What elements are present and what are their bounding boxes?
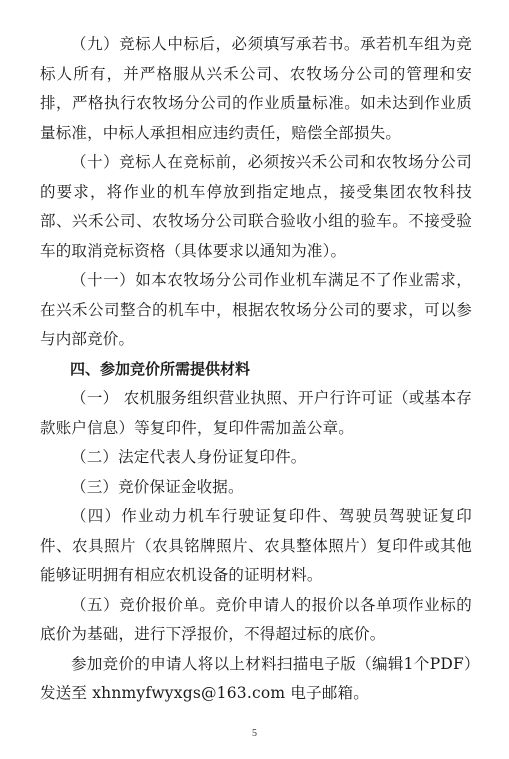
material-3-paragraph: （三）竞价保证金收据。 — [71, 477, 244, 496]
clause-9-paragraph: （九）竞标人中标后，必须填写承若书。承若机车组为竞标人所有，并严格服从兴禾公司、农牧场分公司的管理和安排，严格执行农牧场分公司的作业质量标准。如未达到作业质量标准，中标人承担相应违约责任，赔偿全部损失。 — [40, 35, 472, 142]
section-heading: 四、参加竞价所需提供材料 — [70, 359, 251, 378]
clause-10-paragraph: （十）竞标人在竞标前，必须按兴禾公司和农牧场分公司的要求，将作业的机车停放到指定地点，接受集团农牧科技部、兴禾公司、农牧场分公司联合验收小组的验车。不接受验车的取消竞标资格（具体要求以通知为准）。 — [40, 153, 472, 260]
material-4-paragraph: （四）作业动力机车行驶证复印件、驾驶员驾驶证复印件、农具照片（农具铭牌照片、农具整体照片）复印件或其他能够证明拥有相应农机设备的证明材料。 — [40, 507, 472, 584]
material-5-paragraph: （五）竞价报价单。竞价申请人的报价以各单项作业标的底价为基础，进行下浮报价，不得超过标的底价。 — [40, 595, 472, 643]
document-page — [40, 30, 472, 709]
page-number: 5 — [252, 728, 257, 739]
material-1-paragraph: （一） 农机服务组织营业执照、开户行许可证（或基本存款账户信息）等复印件，复印件需加盖公章。 — [40, 389, 472, 437]
submission-instructions-paragraph: 参加竞价的申请人将以上材料扫描电子版（编辑1个PDF）发送至 xhnmyfwyxgs@163.com 电子邮箱。 — [40, 654, 472, 702]
material-2-paragraph: （二）法定代表人身份证复印件。 — [71, 448, 307, 466]
clause-11-paragraph: （十一）如本农牧场分公司作业机车满足不了作业需求，在兴禾公司整合的机车中，根据农牧场分公司的要求，可以参与内部竞价。 — [40, 271, 472, 348]
